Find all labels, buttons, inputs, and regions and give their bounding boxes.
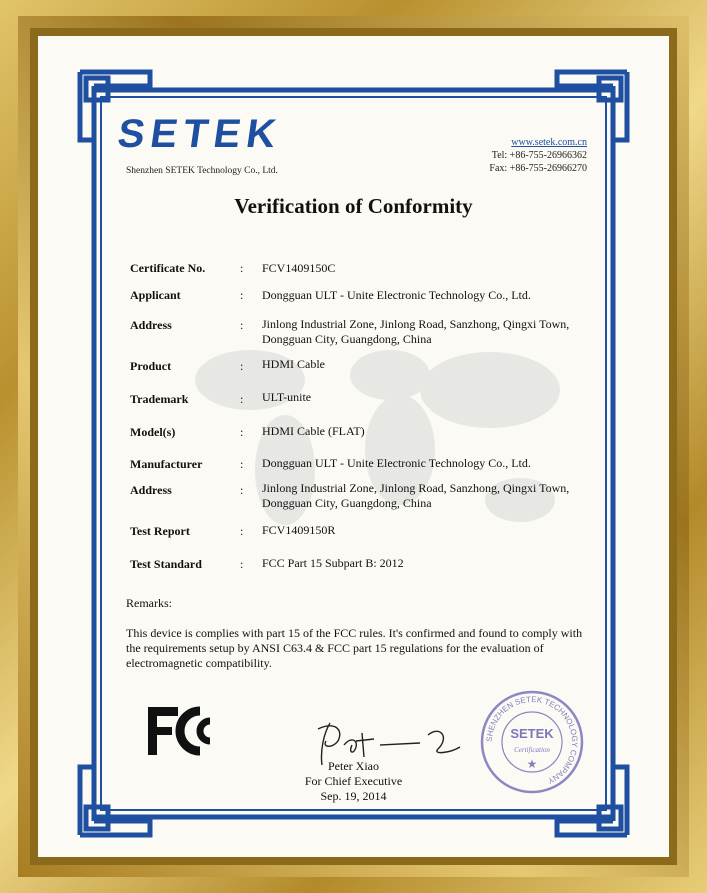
field-colon: :: [240, 261, 244, 275]
company-seal: [478, 688, 586, 796]
field-value-models: HDMI Cable (FLAT): [262, 424, 365, 438]
remarks-heading: Remarks:: [126, 596, 172, 610]
field-value-manufacturer-address: Jinlong Industrial Zone, Jinlong Road, Sanzhong, Qingxi Town, Dongguan City, Guangdong, China: [262, 481, 570, 510]
field-label-manufacturer-address: Address: [130, 483, 172, 497]
field-value-test-standard: FCC Part 15 Subpart B: 2012: [262, 556, 404, 570]
field-label-manufacturer: Manufacturer: [130, 457, 203, 471]
document-title: Verification of Conformity: [234, 194, 473, 218]
company-name: Shenzhen SETEK Technology Co., Ltd.: [126, 166, 278, 176]
field-colon: :: [240, 425, 244, 439]
remarks-text: This device is complies with part 15 of the FCC rules. It's confirmed and found to comply with the requirements setup by ANSI C63.4 & FCC part 15 regulations for the evaluation of electromagnetic compatibility.: [126, 626, 583, 670]
signature-date: Sep. 19, 2014: [320, 789, 387, 803]
seal-sub-text: Certification: [514, 746, 550, 754]
field-value-address: Jinlong Industrial Zone, Jinlong Road, Sanzhong, Qingxi Town, Dongguan City, Guangdong, China: [262, 317, 570, 346]
field-value-applicant: Dongguan ULT - Unite Electronic Technology Co., Ltd.: [262, 288, 531, 302]
signatory-name: Peter Xiao: [328, 759, 379, 773]
field-label-models: Model(s): [130, 425, 176, 439]
setek-logo: SETEK: [114, 112, 285, 156]
fcc-logo-text: FC: [148, 705, 150, 706]
field-value-manufacturer: Dongguan ULT - Unite Electronic Technology Co., Ltd.: [262, 456, 531, 470]
field-colon: :: [240, 524, 244, 538]
seal-ring-text: SHENZHEN SETEK TECHNOLOGY COMPANY: [484, 694, 580, 786]
field-colon: :: [240, 288, 244, 302]
svg-text:★: ★: [526, 757, 538, 771]
field-colon: :: [240, 318, 244, 332]
signatory-role: For Chief Executive: [304, 774, 403, 788]
field-label-product: Product: [130, 359, 172, 373]
field-label-trademark: Trademark: [130, 392, 189, 406]
field-value-trademark: ULT-unite: [262, 390, 312, 404]
fcc-logo: [148, 705, 220, 757]
tel-number: Tel: +86-755-26966362: [491, 150, 587, 161]
field-label-test-report: Test Report: [130, 524, 190, 538]
field-colon: :: [240, 457, 244, 471]
fax-number: Fax: +86-755-26966270: [489, 163, 587, 174]
field-colon: :: [240, 392, 244, 406]
field-colon: :: [240, 359, 244, 373]
field-label-test-standard: Test Standard: [130, 557, 202, 571]
field-label-address: Address: [130, 318, 172, 332]
website-link[interactable]: www.setek.com.cn: [511, 137, 587, 148]
field-value-product: HDMI Cable: [262, 357, 325, 371]
field-label-certificate-no: Certificate No.: [130, 261, 206, 275]
field-label-applicant: Applicant: [130, 288, 181, 302]
field-value-certificate-no: FCV1409150C: [262, 261, 336, 275]
seal-center-text: SETEK: [510, 726, 554, 741]
field-colon: :: [240, 557, 244, 571]
field-colon: :: [240, 483, 244, 497]
field-value-test-report: FCV1409150R: [262, 523, 336, 537]
